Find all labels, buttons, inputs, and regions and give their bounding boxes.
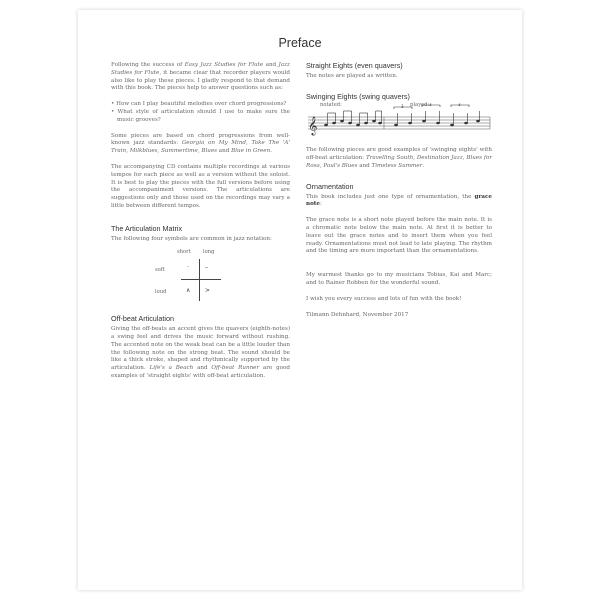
right-column xyxy=(306,62,492,327)
ornamentation-intro xyxy=(306,194,492,210)
standards-paragraph xyxy=(111,133,290,156)
offbeat-text: and xyxy=(193,365,212,372)
svg-text:𝄞: 𝄞 xyxy=(308,116,318,136)
grace-note-paragraph: The grace note is a short note played before the main note. It is a chromatic note below the main note. At first it is better to leave out the grace notes and to insert them when you feel ready. Ornamentations must not lead to late playing. The rhythm and the timing are more important than the ornamentations. xyxy=(306,217,492,255)
wish-paragraph: I wish you every success and lots of fun with the book! xyxy=(306,295,462,302)
matrix-loud-label: loud xyxy=(155,289,167,296)
standards-list: Georgia on My Mind, Take The 'A' Train, Milkblues, Summertime, Blues xyxy=(111,140,290,155)
offbeat-text: Giving the off-beats an accent gives the quavers (eighth-notes) a swing feel and drives the music forward without rushing. The accented note on the weak beat can be a little louder than the following note on the strong beat. The sound should be like a thick stroke, shaped and rhythmically supported by the articulation. xyxy=(111,326,290,372)
standards-text: . xyxy=(270,148,273,155)
straight-text: The notes are played as written. xyxy=(306,72,398,79)
book-title-jazz: Jazz Studies for Flute xyxy=(111,62,290,76)
standards-text: Some pieces are based on chord progressions from well-known jazz standards: xyxy=(111,132,290,147)
swing-text: . xyxy=(422,162,425,169)
swing-last-piece: Timeless Summer xyxy=(371,162,423,169)
swing-pieces: Travelling South, Destination Jazz, Blues for Rosa, Paul's Blues xyxy=(306,155,492,169)
swing-text: The following pieces are good examples of 'swinging eights' with off-beat articulation: xyxy=(306,147,492,162)
notated-label: notated: xyxy=(320,102,342,109)
matrix-short-label: short xyxy=(177,249,191,256)
swing-paragraph xyxy=(306,147,492,170)
piece-offbeat-runner: Off-beat Runner xyxy=(211,365,260,372)
bullet-1: • How can I play beautiful melodies over chord progressions? xyxy=(111,101,287,108)
staccato-icon: · xyxy=(187,264,189,272)
swing-text: and xyxy=(357,162,372,169)
ornamentation-text: : xyxy=(319,201,322,208)
offbeat-text: are good examples of 'straight eights' with off-beat articulation. xyxy=(111,365,290,379)
accent-icon: > xyxy=(205,287,211,295)
matrix-long-label: long xyxy=(203,249,215,256)
thanks-paragraph: My warmest thanks go to my musicians Tobias, Kai and Marc; and to Rainer Robben for the wonderful sound. xyxy=(306,272,492,286)
intro-text: , it became clear that recorder players would also like to play these pieces. I gladly respond to that demand with this book. The pieces help to answer questions such as: xyxy=(111,69,291,92)
offbeat-paragraph xyxy=(111,326,290,381)
matrix-intro: The following four symbols are common in jazz notation: xyxy=(111,235,272,242)
matrix-soft-label: soft xyxy=(155,267,165,274)
standards-text: and xyxy=(217,148,232,155)
tenuto-icon: – xyxy=(205,264,208,272)
svg-text:3: 3 xyxy=(401,104,404,110)
staff-notation-icon xyxy=(306,103,492,139)
cd-paragraph: The accompanying CD contains multiple recordings at various tempos for each piece as well as a version without the soloist. It is best to play the pieces with the full versions before using the accompaniment versions. The articulations are suggestions only and those used on the recordings may vary a little between different tempos. xyxy=(111,163,290,209)
grace-note-term: grace note xyxy=(306,193,492,208)
piece-lifes-a-beach: Life's a Beach xyxy=(149,365,194,372)
swing-heading: Swinging Eights (swing quavers) xyxy=(306,91,410,101)
articulation-matrix xyxy=(111,247,290,305)
intro-text: Following the success of xyxy=(111,62,185,68)
matrix-heading: The Articulation Matrix xyxy=(111,223,183,233)
ornamentation-text: This book includes just one type of ornamentation, the xyxy=(306,193,475,200)
marcato-icon: ∧ xyxy=(186,287,191,295)
matrix-vertical-line xyxy=(199,259,200,301)
intro-paragraph xyxy=(111,62,290,93)
svg-text:3: 3 xyxy=(429,103,432,108)
page-title: Preface xyxy=(278,36,322,50)
offbeat-heading: Off-beat Articulation xyxy=(111,314,174,324)
played-label: played: xyxy=(410,102,430,109)
standards-last: Blue in Green xyxy=(231,148,271,155)
intro-text: and xyxy=(263,62,279,68)
matrix-horizontal-line xyxy=(181,279,221,280)
svg-text:3: 3 xyxy=(458,103,461,108)
ornamentation-heading: Ornamentation xyxy=(306,181,354,191)
straight-heading: Straight Eights (even quavers) xyxy=(306,61,403,70)
music-staff xyxy=(306,103,492,139)
bullet-2: • What style of articulation should I use to make sure the music grooves? xyxy=(111,108,290,123)
signature: Tilmann Dehnhard, November 2017 xyxy=(306,311,409,318)
left-column xyxy=(111,62,290,389)
book-title-easy: Easy Jazz Studies for Flute xyxy=(184,62,264,68)
